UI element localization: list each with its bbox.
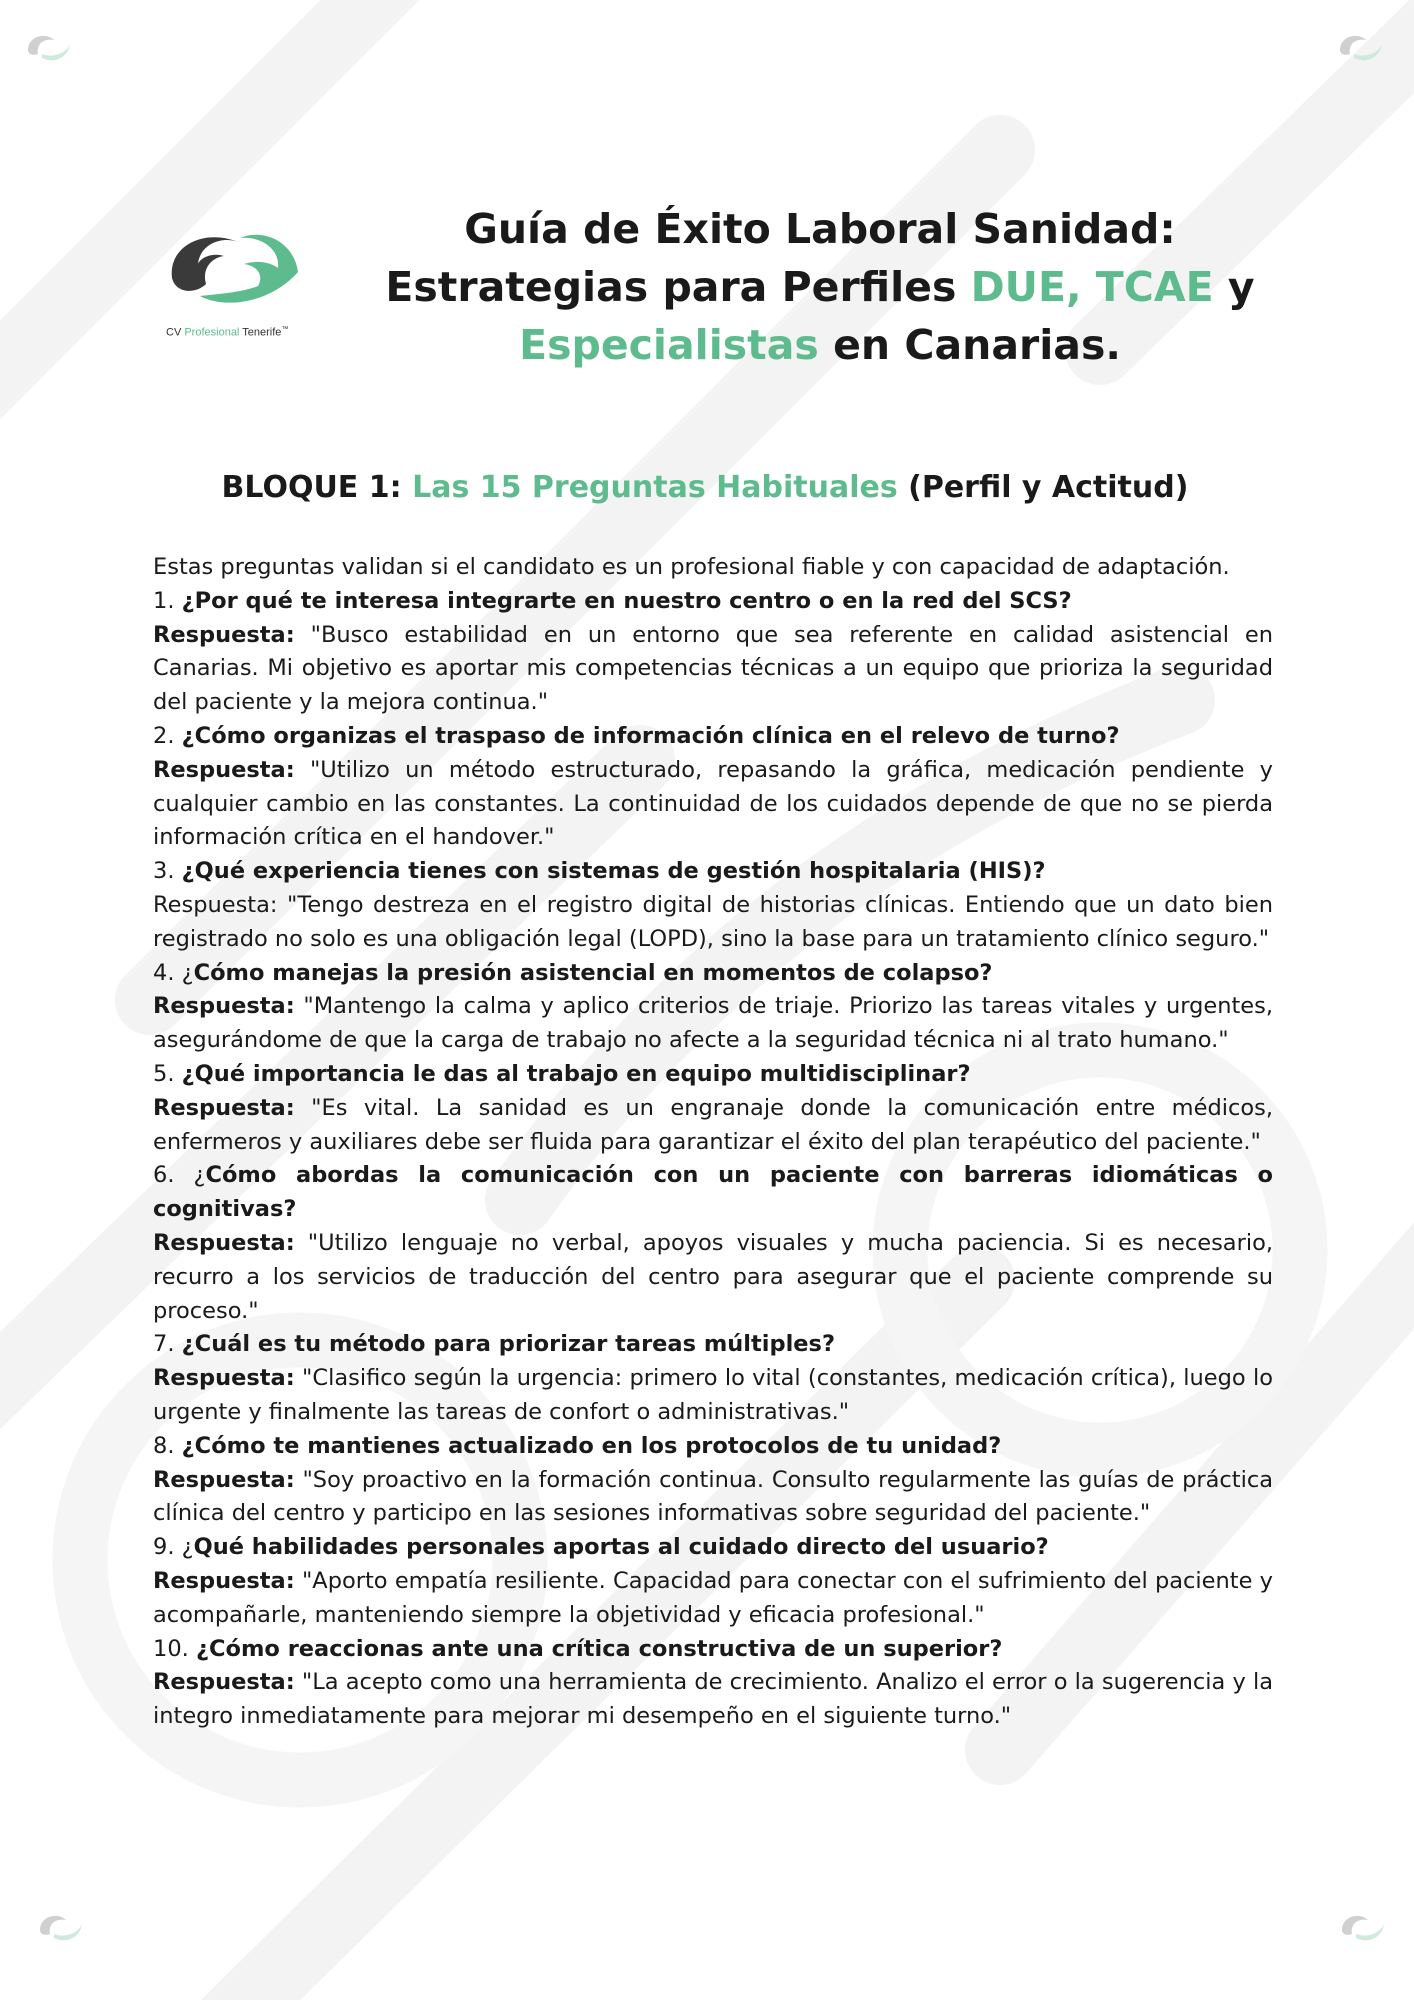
question-9: 9. ¿Qué habilidades personales aportas al cuidado directo del usuario? — [153, 1534, 1049, 1561]
answer-2: Respuesta: "Utilizo un método estructurado, repasando la gráfica, medicación pendiente y cualquier cambio en las constantes. La continuidad de los cuidados depende de que no se pierda información crítica en el handover." — [153, 756, 1273, 851]
answer-4: Respuesta: "Mantengo la calma y aplico criterios de triaje. Priorizo las tareas vitales y urgentes, asegurándome de que la carga de trabajo no afecte a la seguridad técnica ni al trato humano." — [153, 993, 1273, 1054]
brand-logo — [160, 218, 320, 348]
answer-8: Respuesta: "Soy proactivo en la formación continua. Consulto regularmente las guías de práctica clínica del centro y participo en las sesiones informativas sobre seguridad del paciente." — [153, 1466, 1273, 1527]
corner-logo-top-left — [22, 28, 76, 68]
question-4: 4. ¿Cómo manejas la presión asistencial en momentos de colapso? — [153, 959, 993, 986]
question-1: 1. ¿Por qué te interesa integrarte en nuestro centro o en la red del SCS? — [153, 587, 1072, 614]
question-10: 10. ¿Cómo reaccionas ante una crítica constructiva de un superior? — [153, 1635, 1003, 1662]
question-list — [153, 551, 1273, 1734]
page-title: Guía de Éxito Laboral Sanidad: Estrategias para Perfiles DUE, TCAE y Especialistas en Canarias. — [385, 205, 1255, 369]
logo-caption: CV Profesional Tenerife™ — [166, 326, 289, 339]
answer-5: Respuesta: "Es vital. La sanidad es un engranaje donde la comunicación entre médicos, enfermeros y auxiliares debe ser fluida para garantizar el éxito del plan terapéutico del paciente." — [153, 1094, 1273, 1155]
question-2: 2. ¿Cómo organizas el traspaso de información clínica en el relevo de turno? — [153, 722, 1120, 749]
question-8: 8. ¿Cómo te mantienes actualizado en los protocolos de tu unidad? — [153, 1432, 1002, 1459]
corner-logo-bottom-right — [1336, 1908, 1390, 1948]
answer-3: Respuesta: "Tengo destreza en el registro digital de historias clínicas. Entiendo que un dato bien registrado no solo es una obligación legal (LOPD), sino la base para un tratamiento clínico seguro." — [153, 891, 1273, 952]
answer-1: Respuesta: "Busco estabilidad en un entorno que sea referente en calidad asistencial en Canarias. Mi objetivo es aportar mis competencias técnicas a un equipo que prioriza la seguridad del paciente y la mejora continua." — [153, 621, 1273, 716]
corner-logo-top-right — [1334, 28, 1388, 68]
question-5: 5. ¿Qué importancia le das al trabajo en equipo multidisciplinar? — [153, 1060, 971, 1087]
question-3: 3. ¿Qué experiencia tienes con sistemas de gestión hospitalaria (HIS)? — [153, 858, 1046, 885]
section-heading: BLOQUE 1: Las 15 Preguntas Habituales (Perfil y Actitud) — [221, 470, 1189, 505]
question-6: 6. ¿Cómo abordas la comunicación con un paciente con barreras idiomáticas o cognitivas? — [153, 1162, 1273, 1223]
brand-hands-logo-icon — [160, 218, 310, 318]
answer-7: Respuesta: "Clasifico según la urgencia: primero lo vital (constantes, medicación crítica), luego lo urgente y finalmente las tareas de confort o administrativas." — [153, 1365, 1273, 1425]
intro-text: Estas preguntas validan si el candidato es un profesional fiable y con capacidad de adaptación. — [153, 554, 1230, 580]
corner-logo-bottom-left — [34, 1908, 88, 1948]
answer-9: Respuesta: "Aporto empatía resiliente. Capacidad para conectar con el sufrimiento del paciente y acompañarle, manteniendo siempre la objetividad y eficacia profesional." — [153, 1567, 1273, 1628]
answer-6: Respuesta: "Utilizo lenguaje no verbal, apoyos visuales y mucha paciencia. Si es necesario, recurro a los servicios de traducción del centro para asegurar que el paciente comprende su proceso." — [153, 1229, 1273, 1324]
document-header — [160, 200, 1280, 380]
answer-10: Respuesta: "La acepto como una herramienta de crecimiento. Analizo el error o la sugerencia y la integro inmediatamente para mejorar mi desempeño en el siguiente turno." — [153, 1669, 1273, 1730]
question-7: 7. ¿Cuál es tu método para priorizar tareas múltiples? — [153, 1331, 836, 1358]
